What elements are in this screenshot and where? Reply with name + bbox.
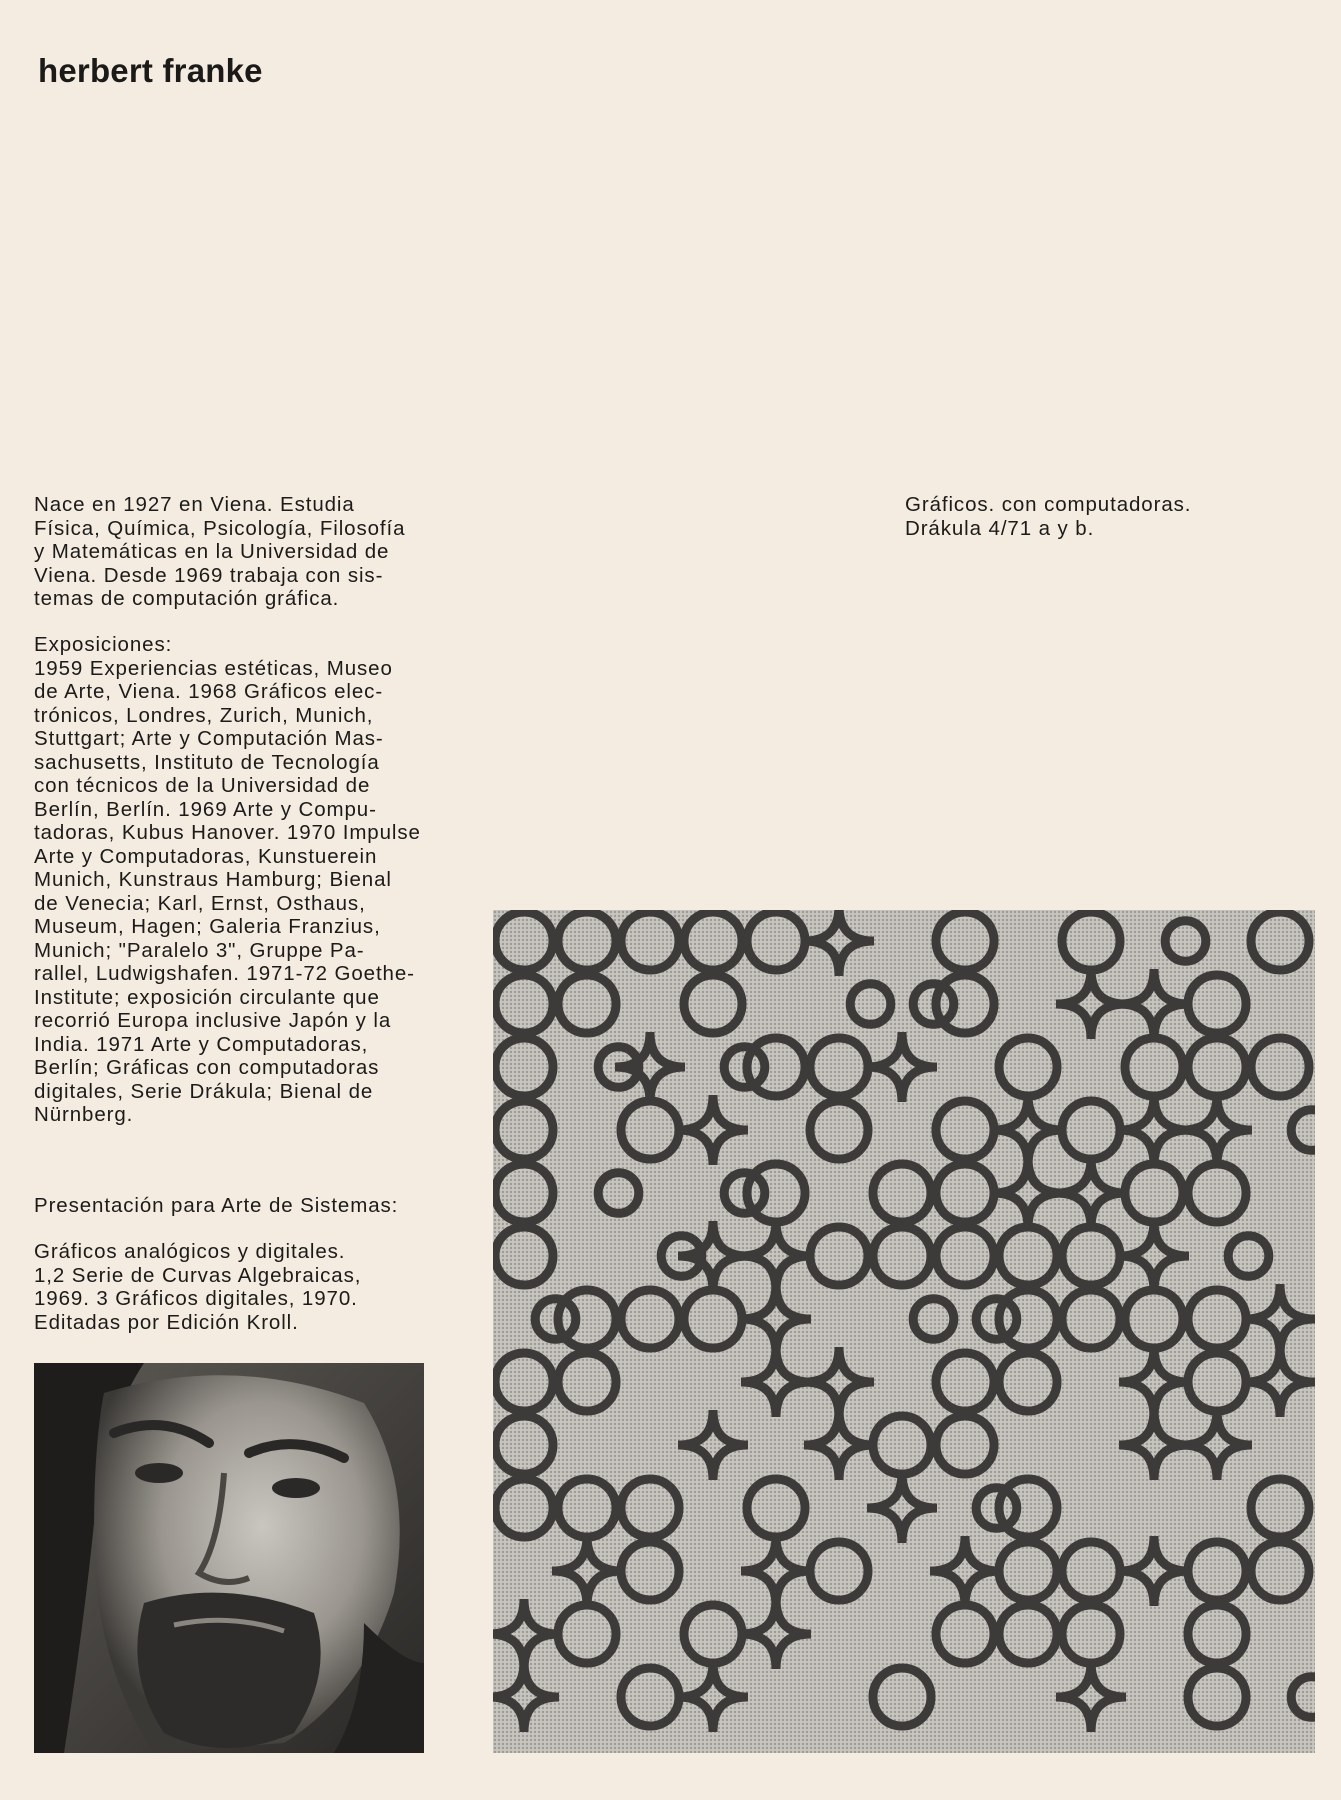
computer-graphic-artwork [493,910,1315,1753]
exhibitions-line: sachusetts, Instituto de Tecnología [34,750,380,774]
exhibitions-line: recorrió Europa inclusive Japón y la [34,1009,392,1032]
exhibitions-line: Arte y Computadoras, Kunstuerein [34,844,378,868]
exhibitions-heading: Exposiciones: [34,633,173,656]
exhibitions-line: rallel, Ludwigshafen. 1971-72 Goethe- [34,962,415,985]
works-line: Editadas por Edición Kroll. [34,1310,299,1334]
bio-line: Nace en 1927 en Viena. Estudia [34,493,355,516]
exhibitions-line: Museum, Hagen; Galeria Franzius, [34,915,381,938]
biography [34,493,444,611]
exhibitions-line: con técnicos de la Universidad de [34,774,371,797]
exhibitions-line: Berlín, Berlín. 1969 Arte y Compu- [34,797,377,821]
exhibitions [34,633,444,1127]
works-line: Gráficos analógicos y digitales. [34,1240,346,1263]
exhibitions-line: Nürnberg. [34,1103,134,1126]
works-list [34,1240,444,1334]
exhibitions-line: de Arte, Viena. 1968 Gráficos elec- [34,680,384,703]
caption-line: Drákula 4/71 a y b. [905,516,1095,540]
exhibitions-line: Berlín; Gráficas con computadoras [34,1056,380,1079]
artwork-illustration [493,910,1315,1753]
portrait-photo [34,1363,424,1753]
artwork-caption [905,493,1305,540]
presentation-heading: Presentación para Arte de Sistemas: [34,1194,399,1217]
works-line: 1969. 3 Gráficos digitales, 1970. [34,1287,358,1310]
exhibitions-line: Munich; "Paralelo 3", Gruppe Pa- [34,938,365,962]
presentation [34,1194,444,1218]
exhibitions-line: digitales, Serie Drákula; Bienal de [34,1079,374,1103]
bio-line: temas de computación gráfica. [34,587,340,610]
bio-line: Física, Química, Psicología, Filosofía [34,516,406,540]
caption-line: Gráficos. con computadoras. [905,493,1192,516]
portrait-illustration [34,1363,424,1753]
exhibitions-line: Stuttgart; Arte y Computación Mas- [34,727,384,750]
bio-line: y Matemáticas en la Universidad de [34,540,390,563]
page-title: herbert franke [38,52,263,89]
exhibitions-line: tadoras, Kubus Hanover. 1970 Impulse [34,821,421,844]
exhibitions-line: India. 1971 Arte y Computadoras, [34,1032,369,1056]
exhibitions-line: Institute; exposición circulante que [34,985,380,1009]
exhibitions-line: de Venecia; Karl, Ernst, Osthaus, [34,891,366,915]
exhibitions-line: trónicos, Londres, Zurich, Munich, [34,703,374,727]
exhibitions-line: Munich, Kunstraus Hamburg; Bienal [34,868,392,891]
works-line: 1,2 Serie de Curvas Algebraicas, [34,1263,362,1287]
exhibitions-line: 1959 Experiencias estéticas, Museo [34,656,393,680]
bio-line: Viena. Desde 1969 trabaja con sis- [34,563,384,587]
